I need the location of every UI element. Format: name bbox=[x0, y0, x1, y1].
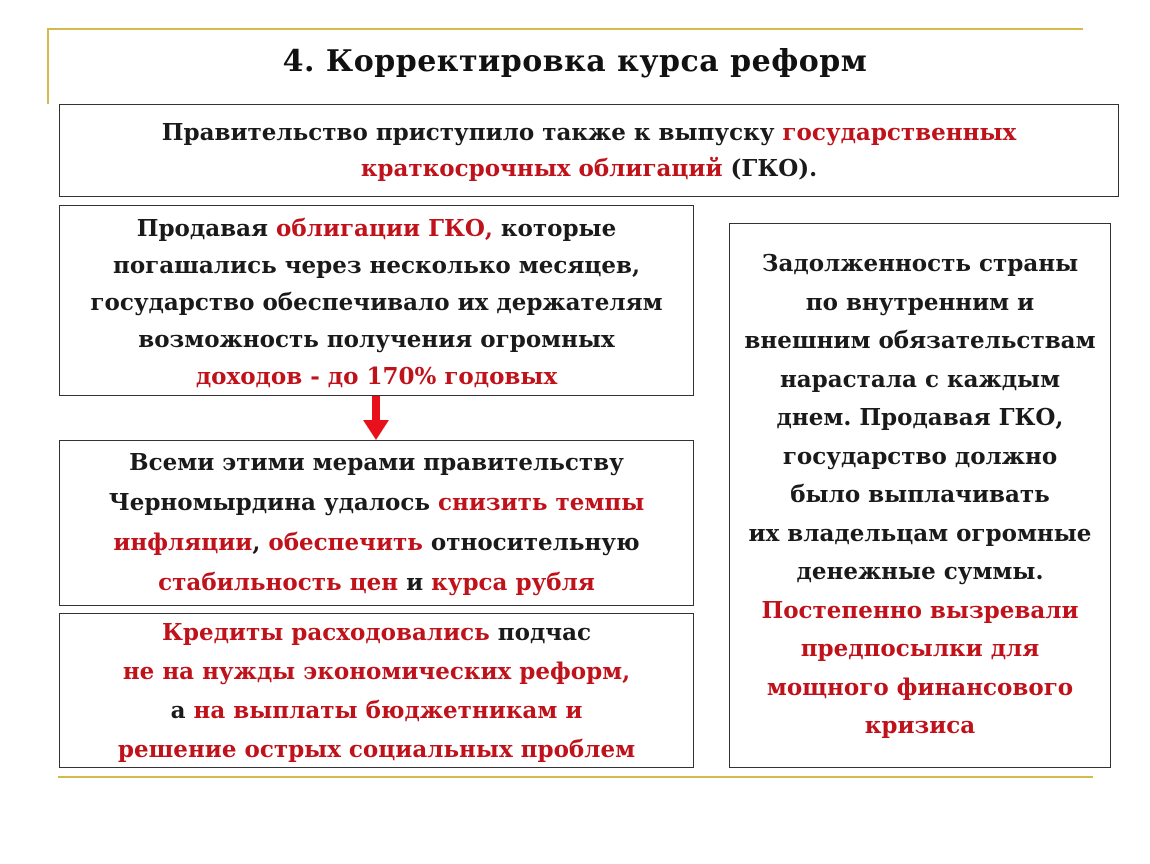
debt-line-11: предпосылки для bbox=[800, 635, 1040, 663]
debt-line-3: внешним обязательствам bbox=[744, 327, 1096, 355]
debt-line-13: кризиса bbox=[864, 712, 976, 740]
page-title: 4. Корректировка курса реформ bbox=[282, 44, 868, 79]
debt-line-6: государство должно bbox=[782, 442, 1058, 470]
debt-line-9: денежные суммы. bbox=[796, 558, 1044, 586]
debt-line-10: Постепенно вызревали bbox=[761, 596, 1079, 624]
credits-line-4: решение острых социальных проблем bbox=[117, 735, 636, 763]
measures-box bbox=[59, 440, 694, 606]
measures-line-4: стабильность цен и курса рубля bbox=[158, 569, 595, 596]
debt-line-12: мощного финансового bbox=[766, 673, 1074, 701]
gko-box bbox=[59, 205, 694, 396]
credits-line-3: а на выплаты бюджетникам и bbox=[170, 696, 583, 724]
decorative-top-rule bbox=[48, 28, 1083, 30]
intro-box bbox=[59, 104, 1119, 197]
gko-line-1: Продавая облигации ГКО, которые bbox=[136, 215, 617, 242]
measures-line-1: Всеми этими мерами правительству bbox=[129, 449, 624, 476]
credits-box bbox=[59, 613, 694, 768]
measures-line-3: инфляции, обеспечить относительную bbox=[113, 529, 640, 556]
debt-line-8: их владельцам огромные bbox=[748, 519, 1092, 547]
debt-line-2: по внутренним и bbox=[805, 288, 1035, 316]
credits-line-1: Кредиты расходовались подчас bbox=[161, 618, 592, 646]
intro-line-2: краткосрочных облигаций (ГКО). bbox=[360, 154, 818, 182]
debt-line-4: нарастала с каждым bbox=[779, 365, 1061, 393]
gko-line-4: возможность получения огромных bbox=[138, 326, 615, 353]
debt-line-5: днем. Продавая ГКО, bbox=[776, 404, 1064, 432]
decorative-bottom-rule bbox=[58, 776, 1093, 778]
credits-line-2: не на нужды экономических реформ, bbox=[122, 657, 631, 685]
measures-line-2: Черномырдина удалось снизить темпы bbox=[108, 489, 645, 516]
gko-line-2: погашались через несколько месяцев, bbox=[113, 252, 640, 279]
gko-line-5: доходов - до 170% годовых bbox=[195, 363, 558, 390]
intro-line-1: Правительство приступило также к выпуску государственных bbox=[161, 118, 1017, 146]
debt-line-1: Задолженность страны bbox=[761, 250, 1079, 278]
down-arrow-icon bbox=[363, 396, 389, 440]
debt-line-7: было выплачивать bbox=[790, 481, 1050, 509]
debt-box bbox=[729, 223, 1111, 768]
gko-line-3: государство обеспечивало их держателям bbox=[90, 289, 663, 316]
